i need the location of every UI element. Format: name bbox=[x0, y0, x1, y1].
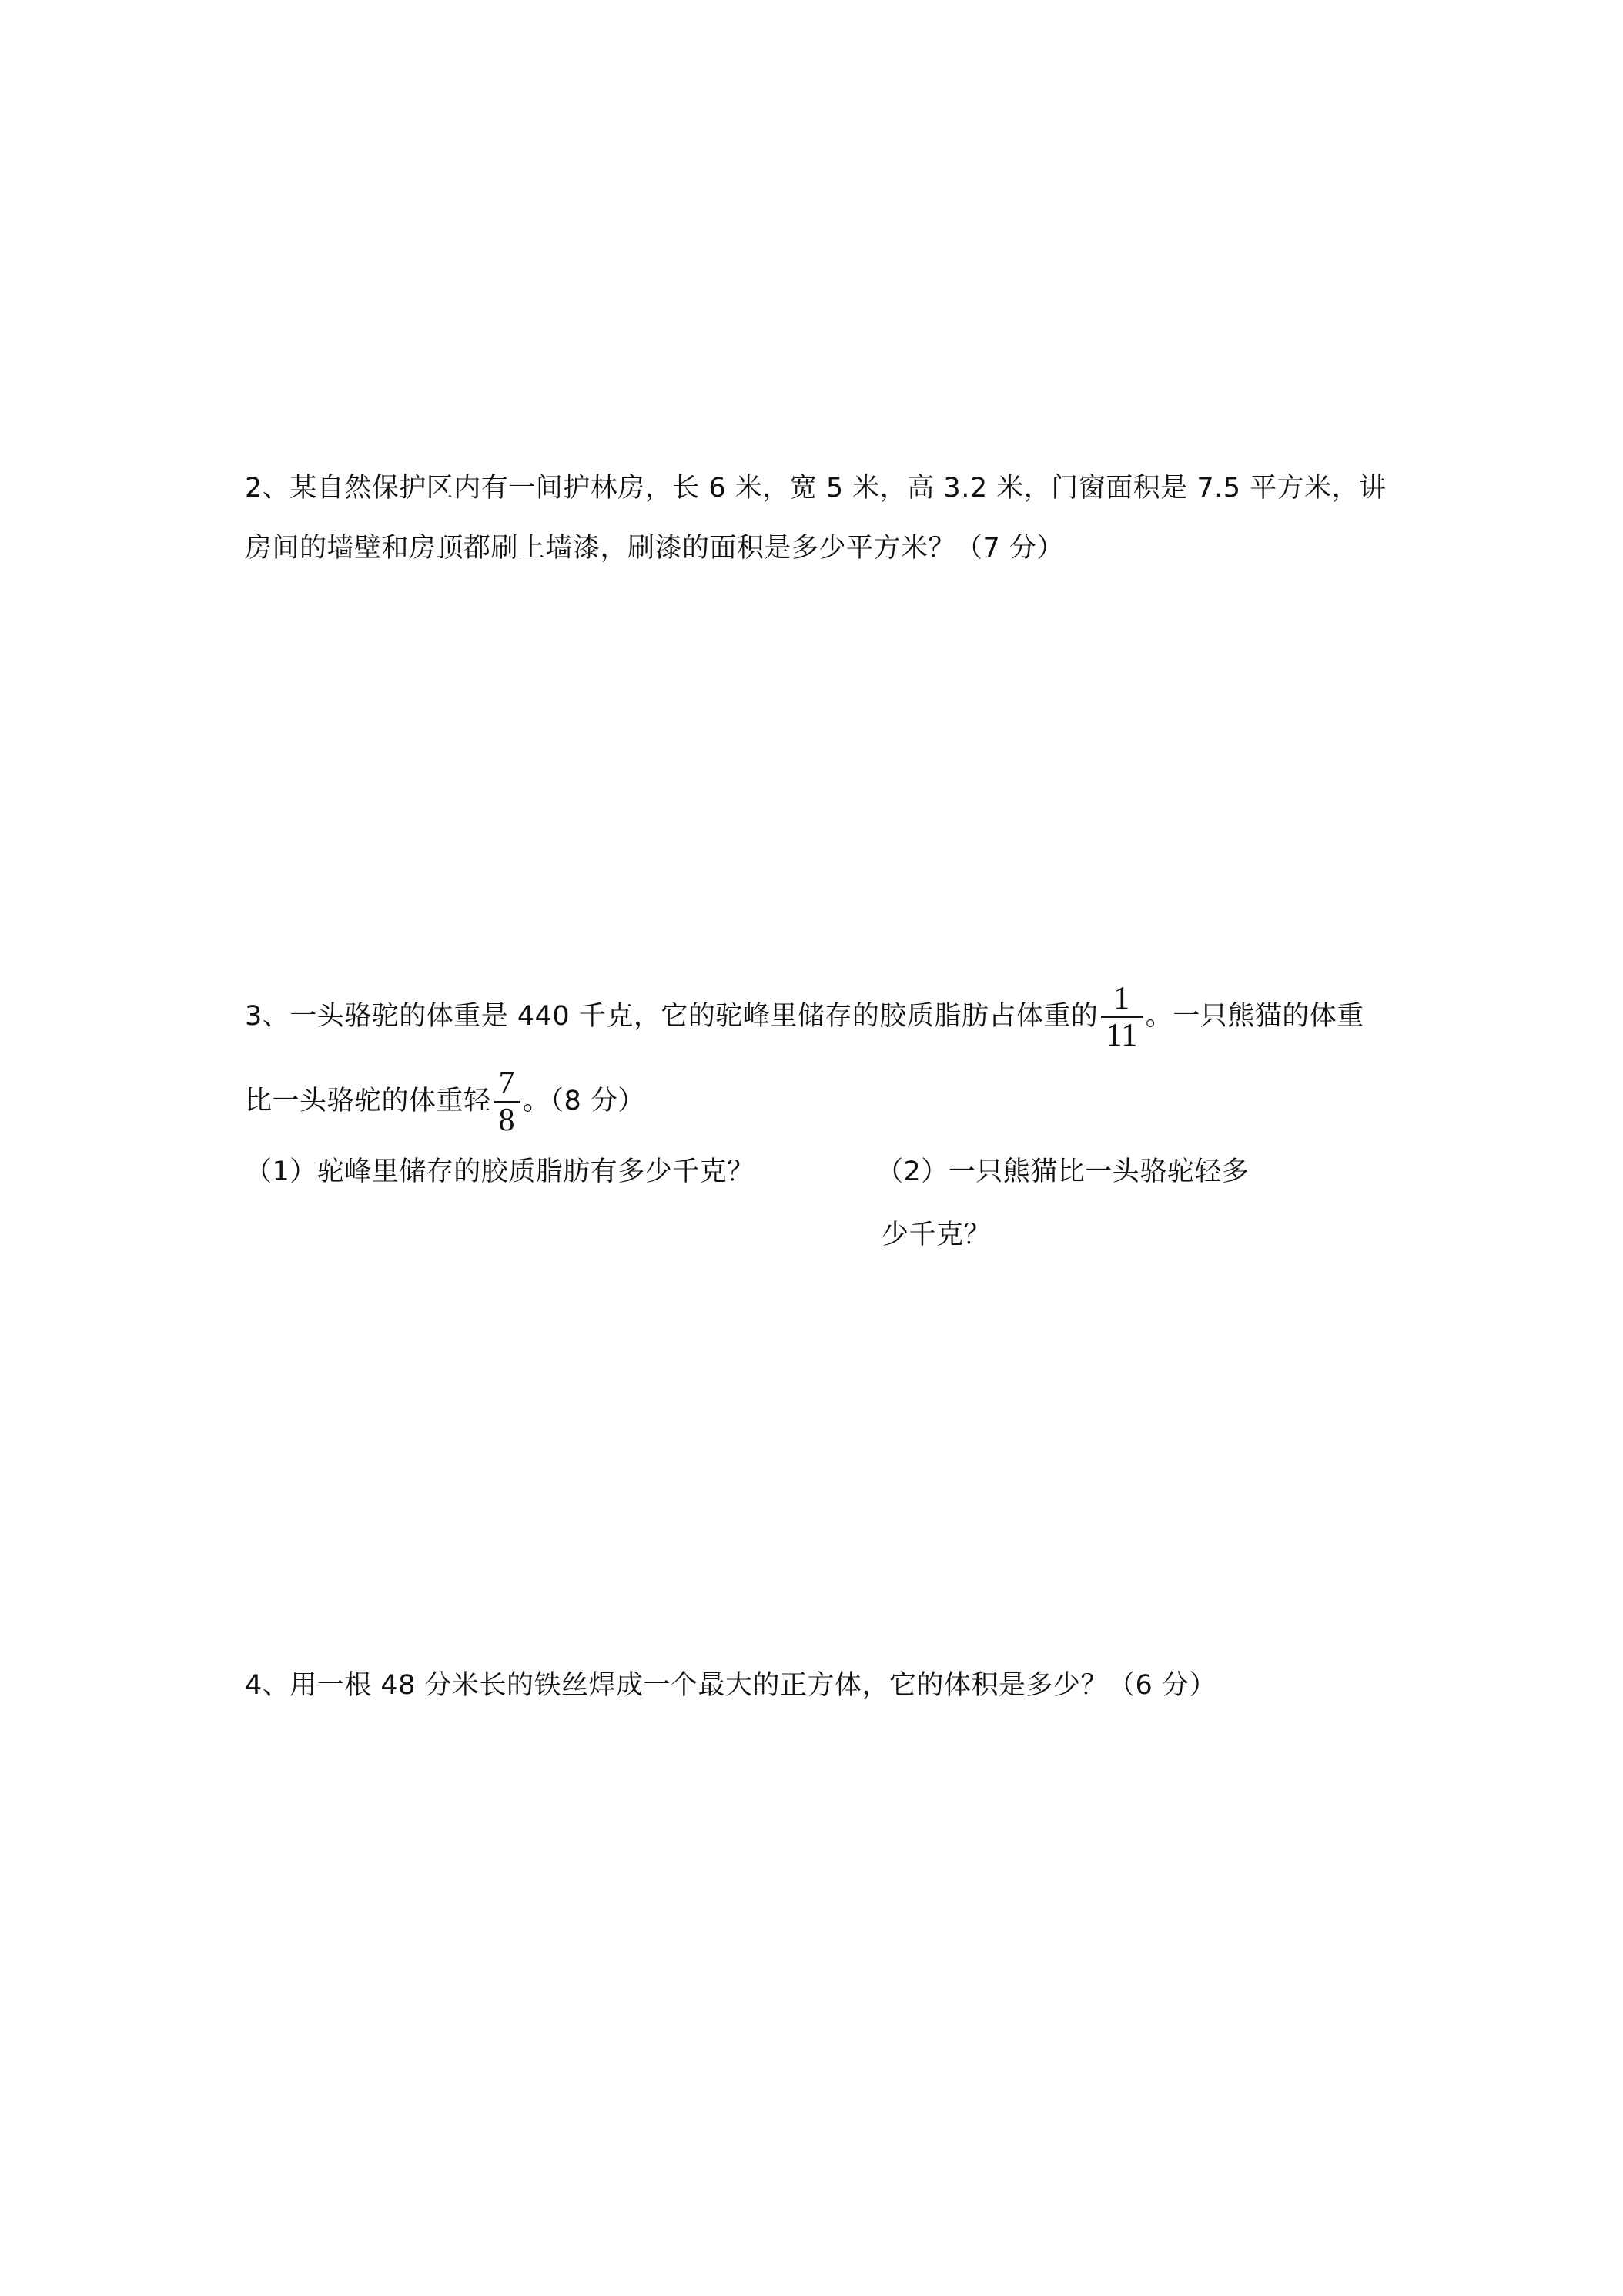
question-2-line-2: 房间的墙壁和房顶都刷上墙漆，刷漆的面积是多少平方米？（7 分） bbox=[245, 533, 1064, 564]
question-3-line-1 bbox=[245, 978, 1364, 1055]
question-2-line-1: 2、某自然保护区内有一间护林房，长 6 米，宽 5 米，高 3.2 米，门窗面积是 7.5 平方米，讲 bbox=[245, 473, 1387, 504]
fraction-seven-eighths bbox=[494, 1066, 520, 1138]
question-3-line-2-text: 比一头骆驼的体重轻 bbox=[245, 1086, 491, 1116]
question-3-line-1-tail: 。一只熊猫的体重 bbox=[1145, 1001, 1364, 1032]
question-3-sub-2-line-1: （2）一只熊猫比一头骆驼轻多 bbox=[876, 1156, 1250, 1187]
question-4-line-1: 4、用一根 48 分米长的铁丝焊成一个最大的正方体，它的体积是多少？（6 分） bbox=[245, 1670, 1216, 1701]
question-3-line-1-text: 3、一头骆驼的体重是 440 千克，它的驼峰里储存的胶质脂肪占体重的 bbox=[245, 1001, 1099, 1032]
fraction-one-eleventh bbox=[1101, 981, 1142, 1053]
fraction-denominator: 11 bbox=[1106, 1018, 1138, 1053]
question-3-line-2 bbox=[245, 1063, 645, 1140]
question-3-line-2-tail: 。（8 分） bbox=[523, 1086, 645, 1116]
fraction-denominator: 8 bbox=[498, 1103, 516, 1138]
fraction-numerator: 1 bbox=[1101, 981, 1142, 1018]
question-3-sub-1: （1）驼峰里储存的胶质脂肪有多少千克？ bbox=[245, 1156, 755, 1187]
fraction-numerator: 7 bbox=[494, 1066, 520, 1103]
question-3-sub-2-line-2: 少千克？ bbox=[882, 1220, 992, 1250]
